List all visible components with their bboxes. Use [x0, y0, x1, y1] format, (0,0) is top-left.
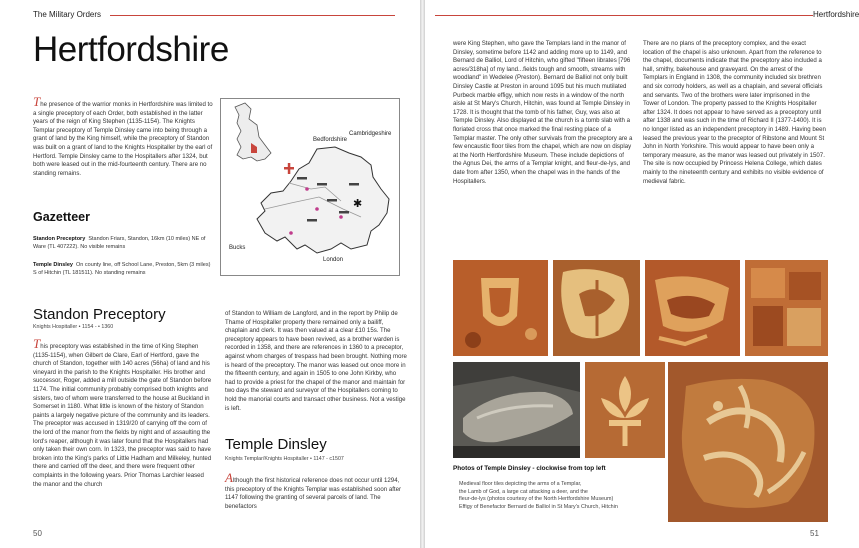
photo-tile-fleur-de-lys — [585, 362, 665, 458]
asterisk-icon: ✱ — [353, 197, 363, 210]
map-label-bucks: Bucks — [229, 245, 246, 251]
standon-text-1: his preceptory was established in the time of King Stephen (1135-1154), when Gilbert de Clare, Earl of Hertford, gave the church of Standon, together with 140 acres (56ha) of land and his vineyard in the parish to the Knights Hospitaller. His brother and successor, Roger, added a mill outside the gate of Standon before 1174. The initial community probably comprised both knights and sisters, two of whom were transferred to the house at Buckland in Somerset in 1180. What little is known of the history of Standon paints a largely negative picture of the community and its leaders. The preceptor was accused in 1319/20 of carrying off the corn of the lord of the manor from the fields by night and of assaulting the lord's reaper, although it was later found that the Hospitallers had only taken their own corn. In 1323, the preceptor was said to have broken into the King's parks of Little Hadham and Milkeley, hunted there and carried off the deer, and there were frequent other complaints in the following years. Prior Thomas Larchier leased the manor and the church — [33, 343, 212, 488]
page-number-left: 50 — [33, 529, 42, 538]
header-rule-right — [435, 15, 813, 16]
gazetteer-entry-name: Temple Dinsley — [33, 262, 73, 268]
left-page — [0, 0, 420, 548]
england-inset-map — [235, 103, 271, 161]
photo-caption-line: the Lamb of God, a large cat attacking a deer, and the — [459, 488, 588, 495]
running-header-left: The Military Orders — [33, 10, 102, 19]
photo-caption-title: Photos of Temple Dinsley - clockwise from top left — [453, 465, 606, 472]
templar-cross-marker — [284, 163, 294, 174]
gazetteer-entry-name: Standon Preceptory — [33, 236, 86, 242]
temple-dinsley-column-1: were King Stephen, who gave the Templars land in the manor of Dinsley, sometime before 1142 and adding more up to 1149, and Bernard de Balliol, Lord of Hitchin, who gifted "fifteen librates [796 acres/318ha] of my land...fields tough and smooth, streams with woodland" in Wedelee (Preston). Bernard de Balliol not only built Dinsley Castle at Preston in around 1095 but his much mutilated Purbeck marble effigy, which now rests in a window of the north aisle at St Mary's Church, Hitchin, was found at Temple Dinsley in 1728. It is thought that the tomb of his father, Guy, was also at Temple Dinsley. Also displayed at the church is a tomb slab with a floriated cross that once marked the final resting place of a Templar master. The only other survivals from the preceptory are a few encaustic floor tiles from the chapel, which are now on display at the North Hertfordshire Museum. These include depictions of the Agnus Dei, the arms of a Templar knight, and fleur-de-lys, and date from after 1350, when the chapel was in the hands of the Hospitallers. — [453, 40, 633, 185]
dropcap: T — [33, 336, 41, 351]
map-label-bedfordshire: Bedfordshire — [313, 137, 348, 143]
gazetteer-entry-text: On county line, off School Lane, Preston, 5km (3 miles) S of Hitchin (TL 181511). No standing remains — [33, 262, 211, 276]
location-map — [220, 98, 400, 276]
standon-meta: Knights Hospitaller • 1154 - • 1360 — [33, 324, 114, 330]
dropcap: A — [225, 470, 233, 485]
page-title: Hertfordshire — [33, 30, 229, 69]
intro-text: he presence of the warrior monks in Hertfordshire was limited to a single preceptory of each Order, both established in the latter years of the reign of King Stephen (1135-1154). The Knights Templar preceptory of Temple Dinsley came into being through a grant of land by the King himself, while the preceptory of Standon was built on a grant of land to the Knights Hospitaller by the earl of Hertford. Temple Dinsley came to the Hospitallers after 1324, but both were leased out in the mid-fourteenth century. There are no standing remains. — [33, 101, 213, 177]
photo-tile-wall-fragment — [745, 260, 828, 356]
photo-tile-templar-arms — [453, 260, 548, 356]
gazetteer-entry-temple-dinsley — [33, 262, 215, 277]
photo-caption-line: Medieval floor tiles depicting the arms of a Templar, — [459, 481, 582, 487]
photo-tile-floriated-design — [668, 362, 828, 522]
photo-caption-line: Effigy of Benefactor Bernard de Balliol in St Mary's Church, Hitchin — [459, 503, 618, 510]
header-rule-left — [110, 15, 395, 16]
map-label-cambridgeshire: Cambridgeshire — [349, 131, 392, 137]
photo-effigy — [453, 362, 580, 458]
photo-caption — [459, 481, 659, 511]
temple-dinsley-meta: Knights Templar/Knights Hospitaller • 1147 - c1507 — [225, 456, 344, 462]
photo-caption-line: fleur-de-lys (photos courtesy of the North Hertfordshire Museum) — [459, 496, 614, 503]
intro-paragraph — [33, 94, 215, 178]
running-header-right — [813, 10, 859, 19]
temple-dinsley-intro — [225, 470, 407, 511]
photo-tile-lamb-of-god — [553, 260, 640, 356]
gazetteer-heading: Gazetteer — [33, 210, 90, 224]
temple-dinsley-heading: Temple Dinsley — [225, 436, 327, 453]
standon-heading: Standon Preceptory — [33, 306, 166, 323]
map-label-london: London — [323, 257, 344, 263]
photo-tile-cat-and-deer — [645, 260, 740, 356]
running-header-right-text: Hertfordshire — [813, 10, 859, 19]
page-number-right: 51 — [810, 529, 819, 538]
standon-column-1 — [33, 336, 213, 489]
temple-dinsley-text: lthough the first historical reference does not occur until 1294, this preceptory of the Knights Templar was established soon after 1147 following the granting of several parcels of land. The benefactors — [225, 477, 402, 510]
temple-dinsley-column-2: There are no plans of the preceptory complex, and the exact location of the chapel is also unknown. Apart from the reference to the chapel, documents indicate that the preceptory also included a hall, smithy, bakehouse and graveyard. On the arrest of the Templars in England in 1308, the community included six brethren and six corrody holders, as well as a chaplain, and several officials and servants. Two of the brothers were later imprisoned in the Tower of London. The property passed to the Knights Hospitaller after 1324. It does not appear to have served as a preceptory until after 1338 and was such in the time of Richard II (1377-1400). It is no longer listed as an independent preceptory in 1489. Having been leased the previous year to the preceptor of Ribstone and Mount St John in North Yorkshire. This would appear to have been only a temporary measure, as the manor was leased out privately in 1507. The site is now occupied by Princess Helena College, which dates mainly to the nineteenth century and exhibits no visible evidence of medieval fabric. — [643, 40, 826, 185]
dropcap: T — [33, 94, 41, 109]
gazetteer-entry-text: Standon Friars, Standon, 16km (10 miles) NE of Ware (TL 407222). No visible remains — [33, 236, 206, 250]
gazetteer-entry-standon — [33, 236, 215, 251]
standon-column-2: of Standon to William de Langford, and in the report by Philip de Thame of Hospitaller property there remained only a bailiff, chaplain and clerk. It was then valued at a clear £10 15s. The preceptory appears to have been revived, as a brother warden is recorded in 1358, and there are references in 1360 to a preceptor, against whom charges of trespass had been brought. Nothing more is heard of the preceptory. The manor was leased out once more in the fifteenth century, and again in 1505 to one John Kirkby, who had to provide a priest for the chapel of the manor and maintain for two days the steward and surveyor of the Hospitallers coming to hold the manorial courts and transact other business. Not a vestige is left. — [225, 310, 407, 412]
